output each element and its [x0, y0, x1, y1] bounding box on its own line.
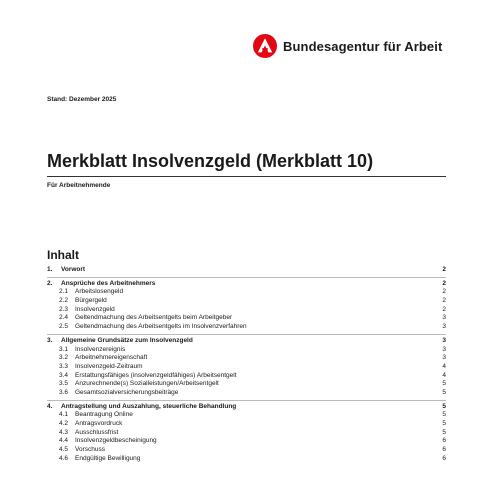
toc-title: Geltendmachung des Arbeitsentgelts beim Arbeitgeber	[75, 314, 233, 322]
toc-subentry[interactable]	[47, 354, 446, 363]
toc-subentry[interactable]	[47, 380, 446, 389]
toc-page-number: 2	[442, 297, 446, 305]
toc-subentry[interactable]	[47, 346, 446, 355]
toc-number: 2.1	[59, 288, 69, 296]
page-subtitle: Für Arbeitnehmende	[47, 182, 111, 189]
toc-title: Insolvenzereignis	[75, 345, 126, 353]
toc-subentry[interactable]	[47, 429, 446, 438]
toc-chapter	[47, 334, 446, 398]
toc-title: Arbeitslosengeld	[75, 288, 124, 296]
toc-title: Endgültige Bewilligung	[75, 454, 141, 462]
toc-title: Arbeitnehmereigenschaft	[75, 354, 148, 362]
toc-subentry[interactable]	[47, 446, 446, 455]
toc-chapter-entry[interactable]	[47, 280, 446, 289]
toc-subentry[interactable]	[47, 314, 446, 323]
toc-subentry[interactable]	[47, 323, 446, 332]
toc-page-number: 3	[442, 345, 446, 353]
toc-number: 3.4	[59, 371, 69, 379]
toc-number: 2.5	[59, 323, 69, 331]
toc-number: 4.1	[59, 411, 69, 419]
toc-subentry[interactable]	[47, 437, 446, 446]
toc-number: 2.3	[59, 305, 69, 313]
toc-number: 3.5	[59, 380, 69, 388]
toc-subentry[interactable]	[47, 420, 446, 429]
toc-title: Insolvenzgeld-Zeitraum	[75, 362, 143, 370]
toc-title: Beantragung Online	[75, 411, 133, 419]
document-date: Stand: Dezember 2025	[47, 96, 117, 103]
toc-subentry[interactable]	[47, 363, 446, 372]
toc-number: 3.	[47, 336, 53, 344]
toc-subentry[interactable]	[47, 288, 446, 297]
toc-title: Vorwort	[61, 266, 86, 273]
toc-number: 2.2	[59, 297, 69, 305]
toc-title: Erstattungsfähiges (insolvenzgeldfähiges) Arbeitsentgelt	[75, 371, 237, 379]
toc-title: Bürgergeld	[75, 297, 107, 305]
toc-number: 4.2	[59, 420, 69, 427]
toc-chapter	[47, 400, 446, 464]
toc-subentry[interactable]	[47, 455, 446, 464]
toc-number: 1.	[47, 266, 53, 273]
toc-subentry[interactable]	[47, 411, 446, 420]
toc-page-number: 3	[442, 314, 446, 322]
toc-number: 4.5	[59, 446, 69, 454]
toc-page-number: 5	[442, 402, 446, 410]
toc-page-number: 6	[442, 437, 446, 445]
toc-page-number: 2	[442, 279, 446, 287]
toc-subentry[interactable]	[47, 372, 446, 381]
toc-chapter-entry[interactable]	[47, 266, 446, 275]
toc-title: Insolvenzgeld	[75, 305, 115, 313]
header-logo	[253, 34, 442, 58]
toc-page-number: 5	[442, 428, 446, 436]
toc-page-number: 2	[442, 305, 446, 313]
toc-title: Gesamtsozialversicherungsbeiträge	[75, 388, 179, 396]
toc-page-number: 2	[442, 288, 446, 296]
toc-page-number: 4	[442, 371, 446, 379]
toc-number: 4.	[47, 402, 53, 410]
toc-number: 4.6	[59, 454, 69, 462]
toc-page-number: 6	[442, 446, 446, 454]
toc-page-number: 5	[442, 388, 446, 396]
toc-page-number: 2	[442, 266, 446, 273]
toc-subentry[interactable]	[47, 389, 446, 398]
toc-title: Ausschlussfrist	[75, 428, 119, 436]
toc-page-number: 3	[442, 354, 446, 362]
toc-page-number: 5	[442, 420, 446, 427]
toc-number: 4.3	[59, 428, 69, 436]
toc-title: Antragsvordruck	[75, 420, 123, 427]
toc-page-number: 6	[442, 454, 446, 462]
logo-text: Bundesagentur für Arbeit	[283, 38, 443, 54]
toc-subentry[interactable]	[47, 306, 446, 315]
page-title: Merkblatt Insolvenzgeld (Merkblatt 10)	[47, 151, 374, 171]
toc-title: Allgemeine Grundsätze zum Insolvenzgeld	[61, 336, 193, 344]
title-divider	[47, 176, 446, 177]
toc-title: Ansprüche des Arbeitnehmers	[61, 279, 156, 287]
toc-number: 2.	[47, 279, 53, 287]
toc-number: 3.2	[59, 354, 69, 362]
toc-number: 4.4	[59, 437, 69, 445]
toc-subentry[interactable]	[47, 297, 446, 306]
toc-number: 2.4	[59, 314, 69, 322]
toc-page-number: 4	[442, 362, 446, 370]
toc-title: Antragstellung und Auszahlung, steuerliche Behandlung	[61, 402, 237, 410]
toc-page-number: 5	[442, 411, 446, 419]
toc-number: 3.6	[59, 388, 69, 396]
toc-page-number: 3	[442, 336, 446, 344]
table-of-contents	[47, 266, 446, 463]
toc-chapter-entry[interactable]	[47, 403, 446, 412]
toc-title: Vorschuss	[75, 446, 105, 454]
toc-title: Insolvenzgeldbescheinigung	[75, 437, 157, 445]
toc-page-number: 3	[442, 323, 446, 331]
toc-chapter	[47, 277, 446, 332]
toc-title: Geltendmachung des Arbeitsentgelts im Insolvenzverfahren	[75, 323, 247, 331]
ba-logo-icon	[253, 34, 277, 58]
toc-heading: Inhalt	[47, 248, 79, 262]
toc-number: 3.1	[59, 345, 69, 353]
toc-title: Anzurechnende(s) Sozialleistungen/Arbeitsentgelt	[75, 380, 219, 388]
toc-chapter-entry[interactable]	[47, 337, 446, 346]
toc-chapter	[47, 266, 446, 275]
toc-page-number: 5	[442, 380, 446, 388]
toc-number: 3.3	[59, 362, 69, 370]
